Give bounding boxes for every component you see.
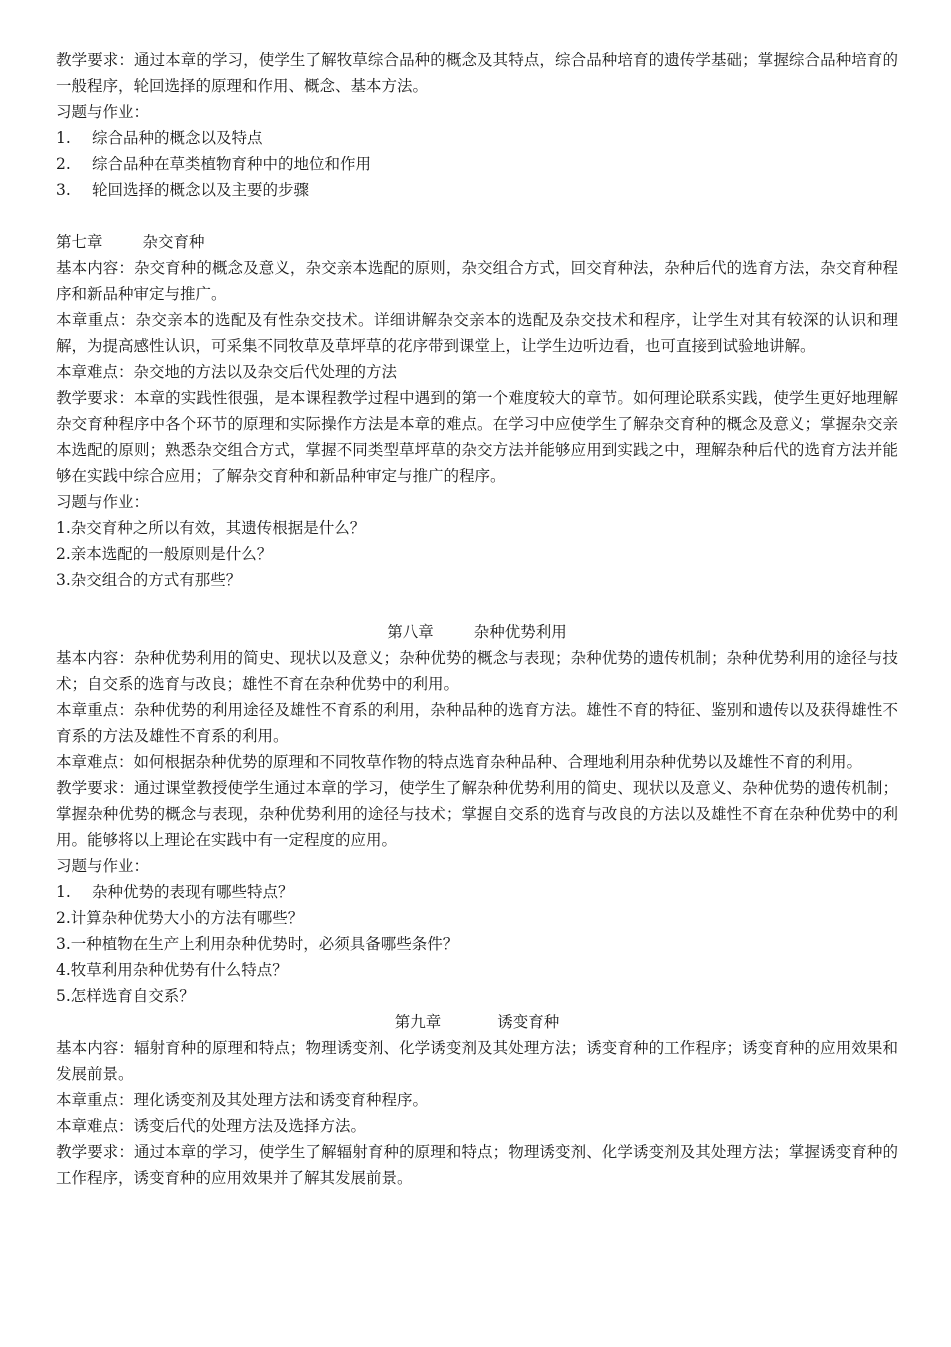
ch8-exercise-item xyxy=(56,879,898,905)
chapter-title: 诱变育种 xyxy=(497,1013,560,1031)
ch7-exercise-item: 2.亲本选配的一般原则是什么？ xyxy=(56,545,273,563)
ch8-exercise-item: 2.计算杂种优势大小的方法有哪些？ xyxy=(56,909,304,927)
ch7-key-points: 本章重点：杂交亲本的选配及有性杂交技术。详细讲解杂交亲本的选配及杂交技术和程序，让学生对其有较深的认识和理解，为提高感性认识，可采集不同牧草及草坪草的花序带到课堂上，让学生边听边看，也可直接到试验地讲解。 xyxy=(56,311,898,355)
document-page xyxy=(56,47,898,1191)
ch9-requirements: 教学要求：通过本章的学习，使学生了解辐射育种的原理和特点；物理诱变剂、化学诱变剂及其处理方法；掌握诱变育种的工作程序，诱变育种的应用效果并了解其发展前景。 xyxy=(56,1143,898,1187)
ch9-key-points: 本章重点：理化诱变剂及其处理方法和诱变育种程序。 xyxy=(56,1091,429,1109)
ch8-exercise-item: 5.怎样选育自交系？ xyxy=(56,987,195,1005)
chapter-title: 杂种优势利用 xyxy=(473,623,567,641)
ch7-difficulties: 本章难点：杂交地的方法以及杂交后代处理的方法 xyxy=(56,363,398,381)
chapter7-heading xyxy=(56,229,898,255)
ch6-exercise-item xyxy=(56,177,898,203)
ch9-difficulties: 本章难点：诱变后代的处理方法及选择方法。 xyxy=(56,1117,367,1135)
ch8-exercise-item: 3.一种植物在生产上利用杂种优势时，必须具备哪些条件？ xyxy=(56,935,459,953)
chapter-title: 杂交育种 xyxy=(142,233,205,251)
ch8-exercise-item: 4.牧草利用杂种优势有什么特点？ xyxy=(56,961,288,979)
chapter8-heading xyxy=(56,619,898,645)
chapter-number: 第七章 xyxy=(56,233,103,251)
ch8-difficulties: 本章难点：如何根据杂种优势的原理和不同牧草作物的特点选育杂种品种、合理地利用杂种优势以及雄性不育的利用。 xyxy=(56,753,863,771)
ch8-content: 基本内容：杂种优势利用的简史、现状以及意义；杂种优势的概念与表现；杂种优势的遗传机制；杂种优势利用的途径与技术；自交系的选育与改良；雄性不育在杂种优势中的利用。 xyxy=(56,649,898,693)
ch8-requirements: 教学要求：通过课堂教授使学生通过本章的学习，使学生了解杂种优势利用的简史、现状以及意义、杂种优势的遗传机制；掌握杂种优势的概念与表现，杂种优势利用的途径与技术；掌握自交系的选育与改良的方法以及雄性不育在杂种优势中的利用。能够将以上理论在实践中有一定程度的应用。 xyxy=(56,779,898,849)
chapter-number: 第九章 xyxy=(394,1013,442,1031)
exercise-number: 2. xyxy=(56,155,71,173)
spacer xyxy=(56,203,898,229)
ch7-exercise-item: 1.杂交育种之所以有效，其遗传根据是什么？ xyxy=(56,519,366,537)
ch9-content: 基本内容：辐射育种的原理和特点；物理诱变剂、化学诱变剂及其处理方法；诱变育种的工作程序；诱变育种的应用效果和发展前景。 xyxy=(56,1039,898,1083)
ch6-exercises-label: 习题与作业： xyxy=(56,103,150,121)
ch6-requirements: 教学要求：通过本章的学习，使学生了解牧草综合品种的概念及其特点，综合品种培育的遗传学基础；掌握综合品种培育的一般程序，轮回选择的原理和作用、概念、基本方法。 xyxy=(56,51,898,95)
chapter-number: 第八章 xyxy=(387,623,434,641)
exercise-text: 轮回选择的概念以及主要的步骤 xyxy=(92,181,310,199)
ch7-content: 基本内容：杂交育种的概念及意义，杂交亲本选配的原则，杂交组合方式，回交育种法，杂种后代的选育方法，杂交育种程序和新品种审定与推广。 xyxy=(56,259,898,303)
chapter9-heading xyxy=(56,1009,898,1035)
ch6-exercise-item xyxy=(56,151,898,177)
spacer xyxy=(56,593,898,619)
exercise-number: 1. xyxy=(56,129,71,147)
ch7-requirements: 教学要求：本章的实践性很强，是本课程教学过程中遇到的第一个难度较大的章节。如何理论联系实践，使学生更好地理解杂交育种程序中各个环节的原理和实际操作方法是本章的难点。在学习中应使学生了解杂交育种的概念及意义；掌握杂交亲本选配的原则；熟悉杂交组合方式，掌握不同类型草坪草的杂交方法并能够应用到实践之中，理解杂种后代的选育方法并能够在实践中综合应用；了解杂交育种和新品种审定与推广的程序。 xyxy=(56,389,898,485)
ch6-exercise-item xyxy=(56,125,898,151)
exercise-number: 1. xyxy=(56,883,71,901)
ch8-key-points: 本章重点：杂种优势的利用途径及雄性不育系的利用，杂种品种的选育方法。雄性不育的特征、鉴别和遗传以及获得雄性不育系的方法及雄性不育系的利用。 xyxy=(56,701,898,745)
exercise-text: 杂种优势的表现有哪些特点？ xyxy=(92,883,294,901)
ch7-exercises-label: 习题与作业： xyxy=(56,493,150,511)
ch7-exercise-item: 3.杂交组合的方式有那些？ xyxy=(56,571,242,589)
ch8-exercises-label: 习题与作业： xyxy=(56,857,150,875)
exercise-text: 综合品种在草类植物育种中的地位和作用 xyxy=(92,155,372,173)
exercise-text: 综合品种的概念以及特点 xyxy=(92,129,263,147)
exercise-number: 3. xyxy=(56,181,71,199)
